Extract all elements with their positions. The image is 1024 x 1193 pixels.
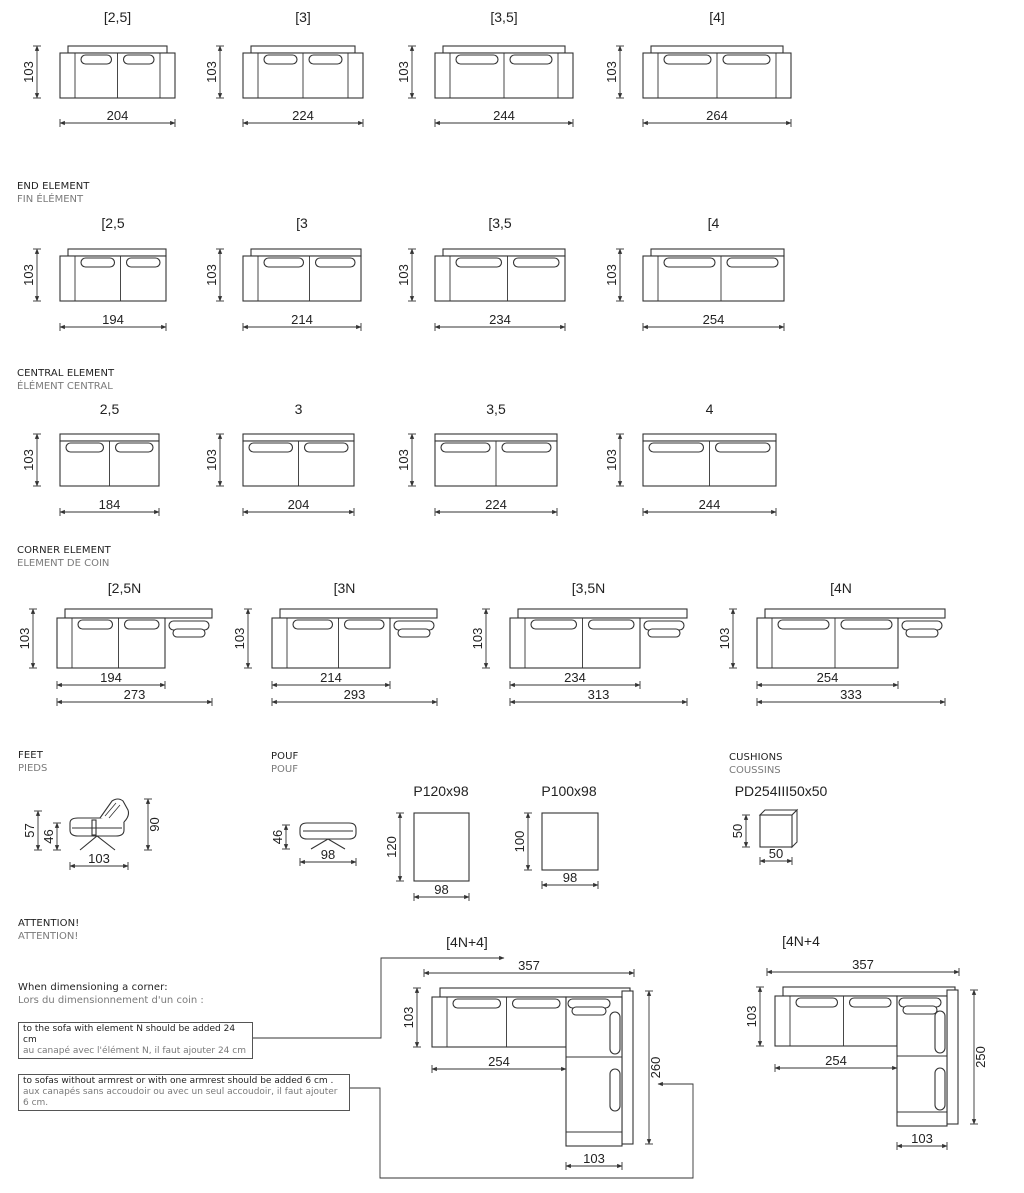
row1-sofa-2-cushion-1 [264, 55, 297, 64]
layout2-foot-dim-label: 103 [911, 1131, 933, 1146]
corner-sofa-1-cushion-1 [78, 620, 113, 629]
corner-sofa-1 [17, 580, 212, 706]
corner-sofa-4-cushion-1 [778, 620, 829, 629]
row1-sofa-3-cushion-2 [510, 55, 552, 64]
central-sofa-3-label: 3,5 [486, 401, 506, 417]
row1-sofa-2-cushion-2 [309, 55, 342, 64]
cushion-width-dim-label: 50 [768, 846, 784, 861]
row1-sofa-3-label: [3,5] [490, 9, 518, 25]
end-sofa-2 [204, 215, 361, 331]
row1-sofa-1 [21, 9, 175, 127]
feet-subtitle: PIEDS [18, 763, 48, 774]
layout2-total-dim-label: 357 [852, 957, 874, 972]
layout2-corner-cushion-2 [903, 1006, 937, 1014]
layout2-inner-dim-label: 254 [825, 1053, 847, 1068]
row1-sofa-3-backrest [443, 46, 565, 53]
corner-sofa-1-width-dim-label: 194 [100, 670, 122, 685]
corner-sofa-1-height-dim [17, 609, 37, 668]
cushion-height-dim [730, 815, 750, 847]
feet-outer-height-dim-label: 57 [22, 823, 37, 838]
layout1-cushion-1 [453, 999, 501, 1008]
row1-sofa-3-height-dim-label: 103 [396, 61, 411, 83]
cushion-height-dim-label: 50 [730, 823, 745, 839]
end-element-subtitle: FIN ÉLÉMENT [17, 194, 84, 205]
cushion-top-face [760, 810, 797, 815]
pouf-p2-width-dim-label: 98 [562, 870, 578, 885]
corner-element-subtitle: ELEMENT DE COIN [17, 558, 110, 569]
feet-inner-height-dim-label: 46 [41, 829, 56, 844]
layout2-cushion-2 [850, 998, 892, 1007]
central-sofa-4-height-dim-label: 103 [604, 449, 619, 471]
row1-sofa-1-width-dim-label: 204 [106, 108, 129, 123]
corner-sofa-4-side-cushion-2 [906, 629, 938, 637]
attention-subtitle: ATTENTION! [18, 931, 79, 942]
corner-sofa-1-backrest [65, 609, 212, 618]
end-sofa-2-width-dim-label: 214 [291, 312, 313, 327]
end-element-title: END ELEMENT [17, 181, 90, 192]
note-armrest-connector [349, 1084, 693, 1178]
row1-sofa-1-height-dim [21, 46, 41, 98]
chair-back [100, 799, 129, 822]
corner-sofa-2-label: [3N [333, 580, 356, 596]
row1-sofa-4-label: [4] [709, 9, 725, 25]
layout1-inner-dim-label: 254 [488, 1054, 510, 1069]
corner-sofa-1-height-dim-label: 103 [17, 627, 32, 650]
attention-when-fr: Lors du dimensionnement d'un coin : [18, 995, 204, 1006]
central-sofa-1-width-dim [60, 497, 159, 516]
corner-sofa-1-cushion-2 [125, 620, 160, 629]
cushion-front-face [760, 815, 792, 847]
layout1-label: [4N+4] [446, 934, 488, 950]
end-sofa-1-cushion-2 [127, 258, 161, 267]
end-sofa-2-cushion-2 [316, 258, 356, 267]
pouf-p1-width-dim [414, 882, 469, 901]
corner-sofa-3-height-dim [470, 609, 490, 668]
row1-sofa-4-cushion-2 [723, 55, 770, 64]
row1-sofa-2 [204, 9, 363, 127]
end-sofa-1-width-dim-label: 194 [102, 312, 124, 327]
end-sofa-3-width-dim [435, 312, 565, 331]
note-armrest-en: to sofas without armrest or with one armrest should be added 6 cm . [23, 1076, 334, 1086]
central-sofa-4-label: 4 [705, 401, 714, 417]
layout2-total-dim [767, 957, 959, 976]
central-sofa-1-width-dim-label: 184 [98, 497, 121, 512]
corner-sofa-4-height-dim-label: 103 [717, 627, 732, 650]
central-sofa-2-width-dim-label: 204 [287, 497, 310, 512]
feet-back-height-dim-label: 90 [147, 817, 162, 832]
pouf-p1-width-dim-label: 98 [434, 882, 449, 897]
corner-sofa-4-width-dim-label: 254 [816, 670, 839, 685]
central-sofa-2-cushion-1 [249, 443, 293, 452]
central-sofa-4 [604, 401, 776, 516]
feet-inner-height-dim [41, 823, 61, 850]
end-sofa-2-height-dim [204, 249, 224, 301]
corner-sofa-4-height-dim [717, 609, 737, 668]
cushion-side-face [792, 810, 797, 847]
layout1-cushion-2 [513, 999, 561, 1008]
end-sofa-4-height-dim [604, 249, 624, 301]
row1-sofa-4-cushion-1 [664, 55, 711, 64]
pouf-p2-height-dim-label: 100 [512, 830, 527, 853]
end-sofa-2-cushion-1 [264, 258, 304, 267]
pouf-width-dim-label: 98 [320, 847, 336, 862]
feet-width-dim-label: 103 [88, 851, 110, 866]
end-sofa-3-label: [3,5 [488, 215, 512, 231]
central-sofa-1 [21, 401, 159, 516]
end-sofa-1-cushion-1 [81, 258, 115, 267]
note-element-n-fr: au canapé avec l'élément N, il faut ajouter 24 cm [23, 1046, 246, 1056]
layout2 [744, 933, 988, 1150]
corner-sofa-1-total-dim [57, 687, 212, 706]
corner-sofa-3-width-dim [510, 670, 640, 689]
corner-sofa-3-total-dim [510, 687, 687, 706]
pouf-subtitle: POUF [271, 764, 298, 775]
pouf-drawing [270, 783, 598, 901]
corner-sofa-3-backrest [518, 609, 687, 618]
central-sofa-3 [396, 401, 557, 516]
layout1-foot-dim [566, 1151, 622, 1170]
corner-sofa-4-label: [4N [830, 580, 852, 596]
end-sofa-4-label: [4 [707, 215, 720, 231]
end-sofa-1-height-dim-label: 103 [21, 264, 36, 286]
cushions-drawing [730, 783, 828, 865]
corner-sofa-3-height-dim-label: 103 [470, 627, 485, 650]
feet-outer-height-dim [22, 811, 42, 850]
end-sofa-2-backrest [251, 249, 361, 256]
end-sofa-4-cushion-1 [664, 258, 715, 267]
layout1-height-dim-label: 103 [401, 1006, 416, 1029]
layout1-side-cushion-2 [610, 1069, 620, 1111]
central-sofa-4-backrest [643, 434, 776, 441]
layout2-depth-dim-label: 250 [973, 1046, 988, 1068]
corner-sofa-2-side-cushion-2 [398, 629, 430, 637]
central-sofa-2-backrest [243, 434, 354, 441]
feet-back-height-dim [144, 799, 162, 850]
row1-sofa-2-width-dim-label: 224 [292, 108, 314, 123]
pouf-p2-top [542, 813, 598, 870]
note-armrest [18, 1074, 350, 1111]
layout1-inner-dim [432, 1054, 566, 1073]
corner-sofa-1-side-cushion-2 [173, 629, 205, 637]
central-sofa-4-cushion-2 [716, 443, 771, 452]
row1-sofa-2-height-dim-label: 103 [204, 61, 219, 83]
central-sofa-4-width-dim-label: 244 [698, 497, 721, 512]
layout2-side-cushion-1 [935, 1011, 945, 1053]
corner-sofa-2-total-dim [272, 687, 437, 706]
attention-when-en: When dimensioning a corner: [18, 982, 168, 993]
end-sofa-2-width-dim [243, 312, 361, 331]
cushions-subtitle: COUSSINS [729, 765, 781, 776]
pouf-p2-label: P100x98 [541, 783, 597, 799]
end-sofa-3 [396, 215, 565, 331]
feet-drawing [22, 799, 162, 870]
end-sofa-1-backrest [68, 249, 166, 256]
pouf-title: POUF [271, 751, 299, 762]
end-sofa-2-label: [3 [296, 215, 308, 231]
row1-sofa-2-backrest [251, 46, 355, 53]
corner-sofa-2-width-dim-label: 214 [320, 670, 342, 685]
row1-sofa-3-height-dim [396, 46, 416, 98]
central-sofa-3-width-dim [435, 497, 557, 516]
layout1-depth-dim [645, 991, 663, 1144]
layout1-corner-cushion-2 [572, 1007, 606, 1015]
corner-sofa-2-backrest [280, 609, 437, 618]
layout1-depth-dim-label: 260 [648, 1056, 663, 1079]
pouf-height-dim-label: 46 [270, 829, 285, 845]
layout2-depth-dim [970, 990, 988, 1124]
corner-sofa-2-width-dim [272, 670, 390, 689]
feet-width-dim [70, 851, 128, 870]
end-sofa-4-height-dim-label: 103 [604, 264, 619, 286]
note-element-n [18, 1022, 253, 1059]
pouf-p2-width-dim [542, 870, 598, 889]
sofa-rows [17, 9, 945, 706]
corner-layouts [253, 933, 988, 1178]
pouf-width-dim [300, 847, 356, 866]
central-sofa-1-height-dim-label: 103 [21, 449, 36, 471]
chair-seat [70, 818, 124, 836]
layout2-height-dim-label: 103 [744, 1005, 759, 1028]
corner-sofa-3-cushion-2 [589, 620, 635, 629]
row1-sofa-3-width-dim [435, 108, 573, 127]
layout1-foot-dim-label: 103 [583, 1151, 605, 1166]
chair-leg [80, 836, 115, 850]
corner-element-title: CORNER ELEMENT [17, 545, 111, 556]
corner-sofa-4-backrest [765, 609, 945, 618]
layout1-side-backrest [622, 991, 633, 1144]
row1-sofa-4-width-dim-label: 264 [706, 108, 728, 123]
end-sofa-3-width-dim-label: 234 [489, 312, 511, 327]
corner-sofa-2-height-dim-label: 103 [232, 627, 247, 650]
corner-sofa-3-side-cushion-2 [648, 629, 680, 637]
row1-sofa-4-height-dim-label: 103 [604, 61, 619, 83]
central-sofa-4-height-dim [604, 434, 624, 486]
pouf-p1-top [414, 813, 469, 881]
corner-sofa-2-total-dim-label: 293 [343, 687, 366, 702]
attention-title: ATTENTION! [18, 918, 80, 929]
end-sofa-3-cushion-1 [456, 258, 502, 267]
end-sofa-4-backrest [651, 249, 784, 256]
layout1-total-dim [424, 958, 634, 977]
corner-sofa-4-total-dim [757, 687, 945, 706]
central-sofa-2-label: 3 [294, 401, 303, 417]
row1-sofa-4-height-dim [604, 46, 624, 98]
row1-sofa-1-cushion-1 [81, 55, 112, 64]
chair-armrest [92, 820, 96, 835]
corner-sofa-2-cushion-1 [293, 620, 333, 629]
feet-title: FEET [18, 750, 43, 761]
central-sofa-3-backrest [435, 434, 557, 441]
end-sofa-4-cushion-2 [727, 258, 778, 267]
note-armrest-fr: aux canapés sans accoudoir ou avec un seul accoudoir, il faut ajouter 6 cm. [23, 1087, 338, 1108]
note-element-n-en: to the sofa with element N should be added 24 cm [23, 1024, 236, 1045]
row1-sofa-1-backrest [68, 46, 167, 53]
corner-sofa-3-total-dim-label: 313 [587, 687, 610, 702]
end-sofa-4 [604, 215, 784, 331]
cushions-title: CUSHIONS [729, 752, 783, 763]
layout1-side-cushion-1 [610, 1012, 620, 1054]
layout2-side-backrest [947, 990, 958, 1124]
central-sofa-2-cushion-2 [305, 443, 349, 452]
end-sofa-1 [21, 215, 166, 331]
end-sofa-1-width-dim [60, 312, 166, 331]
layout2-side-cushion-2 [935, 1068, 945, 1110]
row1-sofa-2-width-dim [243, 108, 363, 127]
layout1-total-dim-label: 357 [518, 958, 540, 973]
row1-sofa-4-width-dim [643, 108, 791, 127]
corner-sofa-4-width-dim [757, 670, 898, 689]
row1-sofa-3 [396, 9, 573, 127]
corner-sofa-3-label: [3,5N [571, 580, 606, 596]
end-sofa-4-width-dim [643, 312, 784, 331]
layout1 [401, 934, 663, 1170]
central-sofa-1-cushion-2 [116, 443, 154, 452]
pouf-p1-height-dim [384, 813, 404, 881]
corner-sofa-2 [232, 580, 437, 706]
layout2-cushion-1 [796, 998, 838, 1007]
row1-sofa-3-cushion-1 [456, 55, 498, 64]
central-sofa-2-height-dim [204, 434, 224, 486]
pouf-p1-height-dim-label: 120 [384, 836, 399, 858]
row1-sofa-4-backrest [651, 46, 783, 53]
central-sofa-3-height-dim [396, 434, 416, 486]
end-sofa-3-cushion-2 [514, 258, 560, 267]
corner-sofa-1-total-dim-label: 273 [123, 687, 146, 702]
central-sofa-3-width-dim-label: 224 [485, 497, 507, 512]
row1-sofa-2-height-dim [204, 46, 224, 98]
central-sofa-3-height-dim-label: 103 [396, 449, 411, 471]
central-sofa-1-height-dim [21, 434, 41, 486]
corner-sofa-2-height-dim [232, 609, 252, 668]
central-sofa-2-height-dim-label: 103 [204, 449, 219, 471]
end-sofa-1-height-dim [21, 249, 41, 301]
corner-sofa-4 [717, 580, 945, 706]
corner-sofa-1-label: [2,5N [107, 580, 142, 596]
end-sofa-3-height-dim [396, 249, 416, 301]
layout2-inner-dim [775, 1053, 897, 1072]
corner-sofa-2-cushion-2 [345, 620, 385, 629]
corner-sofa-1-width-dim [57, 670, 165, 689]
central-sofa-2-width-dim [243, 497, 354, 516]
corner-sofa-3-cushion-1 [531, 620, 577, 629]
central-sofa-3-cushion-2 [502, 443, 551, 452]
layout2-height-dim [744, 987, 764, 1046]
row1-sofa-1-label: [2,5] [103, 9, 132, 25]
central-sofa-1-cushion-1 [66, 443, 104, 452]
layout2-backrest [783, 987, 955, 996]
corner-sofa-4-cushion-2 [841, 620, 892, 629]
central-element-subtitle: ÉLÉMENT CENTRAL [17, 381, 113, 392]
central-element-title: CENTRAL ELEMENT [17, 368, 115, 379]
corner-sofa-3-width-dim-label: 234 [564, 670, 586, 685]
row1-sofa-2-label: [3] [295, 9, 311, 25]
pouf-p1-label: P120x98 [413, 783, 469, 799]
row1-sofa-4 [604, 9, 791, 127]
end-sofa-3-backrest [443, 249, 565, 256]
cushion-width-dim [760, 846, 792, 865]
central-sofa-1-backrest [60, 434, 159, 441]
layout2-label: [4N+4 [782, 933, 820, 949]
central-sofa-3-cushion-1 [441, 443, 490, 452]
layout2-foot-dim [897, 1131, 947, 1150]
pouf-p2-height-dim [512, 813, 532, 870]
cushion-label: PD254III50x50 [734, 783, 828, 799]
end-sofa-2-height-dim-label: 103 [204, 264, 219, 286]
end-sofa-1-label: [2,5 [101, 215, 125, 231]
central-sofa-2 [204, 401, 354, 516]
feet-pouf-cushions [22, 783, 828, 901]
central-sofa-4-cushion-1 [649, 443, 704, 452]
central-sofa-4-width-dim [643, 497, 776, 516]
layout1-height-dim [401, 988, 421, 1047]
row1-sofa-1-width-dim [60, 108, 175, 127]
row1-sofa-3-width-dim-label: 244 [493, 108, 515, 123]
pouf-height-dim [270, 825, 290, 849]
end-sofa-4-width-dim-label: 254 [702, 312, 725, 327]
row1-sofa-1-height-dim-label: 103 [21, 61, 36, 83]
corner-sofa-4-total-dim-label: 333 [840, 687, 862, 702]
row1-sofa-1-cushion-2 [124, 55, 155, 64]
central-sofa-1-label: 2,5 [99, 401, 120, 417]
end-sofa-3-height-dim-label: 103 [396, 264, 411, 286]
corner-sofa-3 [470, 580, 687, 706]
layout1-backrest [440, 988, 630, 997]
